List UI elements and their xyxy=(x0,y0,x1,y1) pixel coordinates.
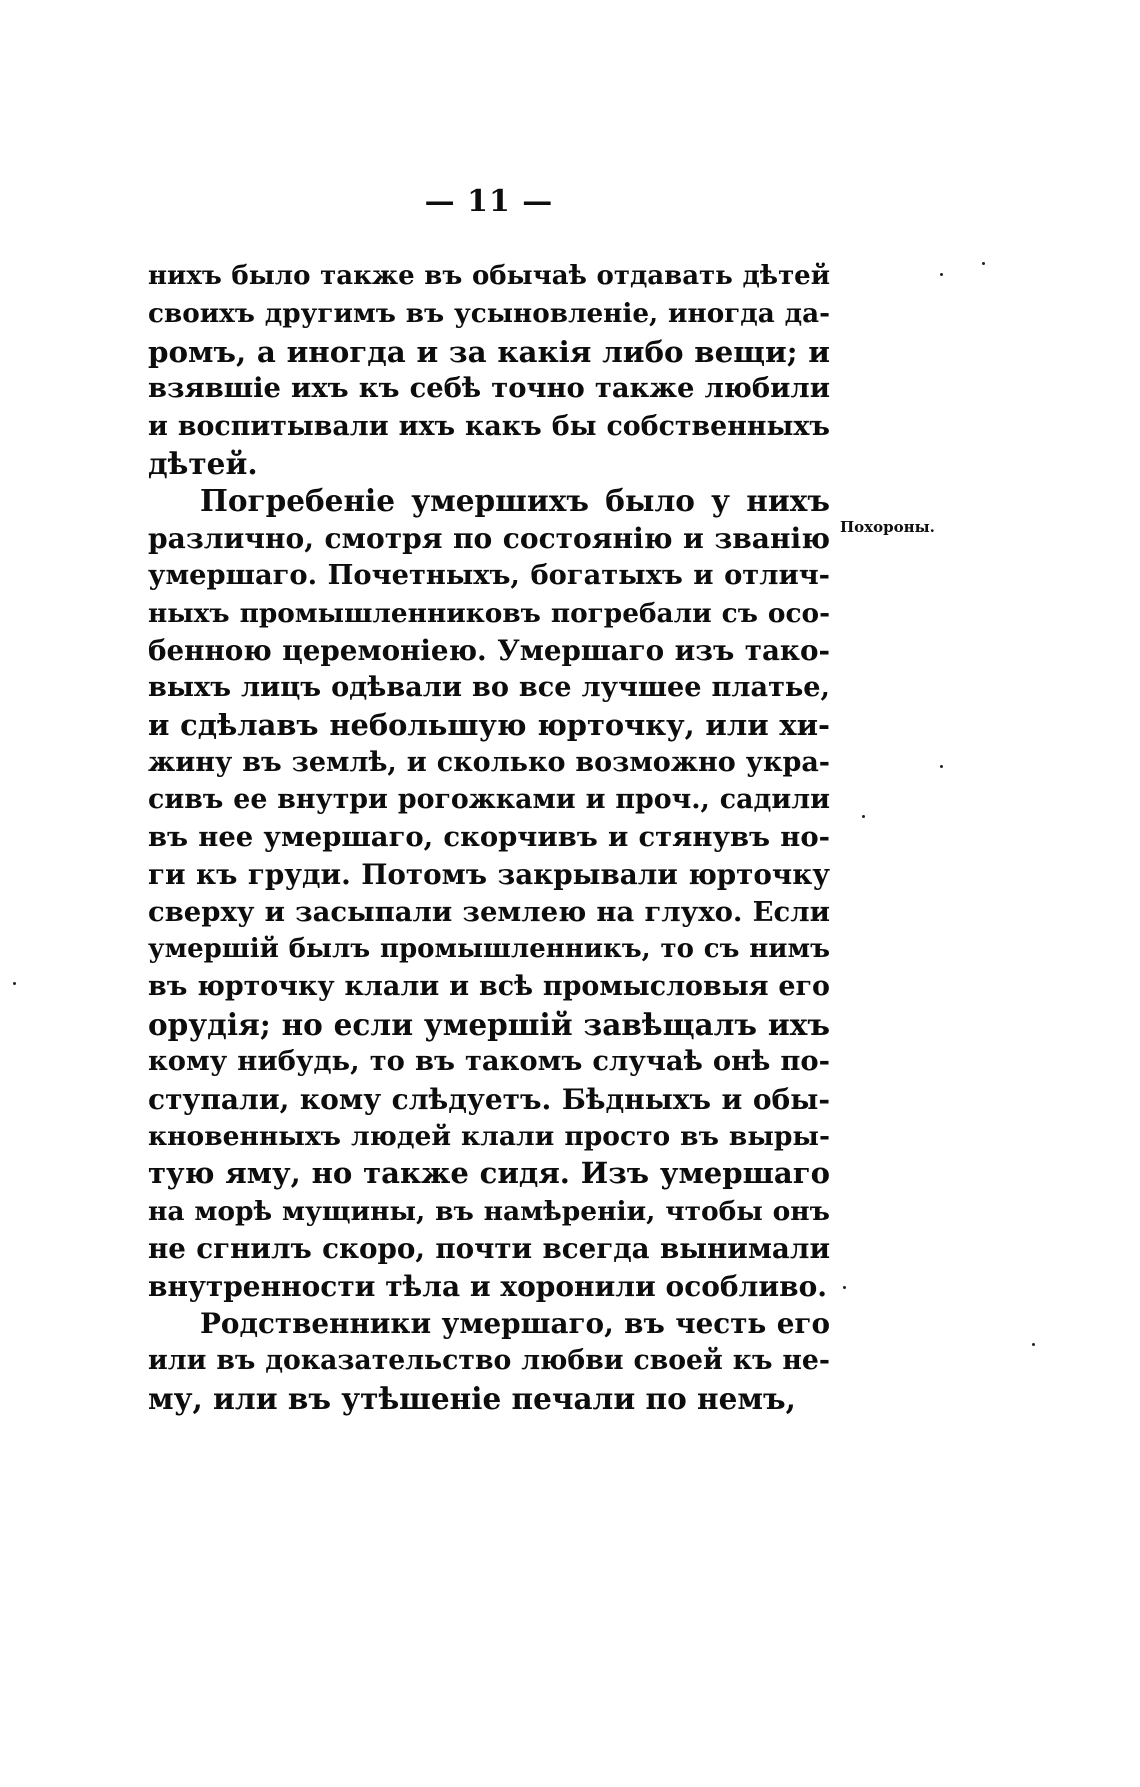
text-line: и воспитывали ихъ какъ бы собственныхъ xyxy=(148,410,830,442)
text-line: сивъ ее внутри рогожками и проч., садили xyxy=(148,784,830,816)
text-line: дѣтей. xyxy=(148,445,258,481)
text-line: на морѣ мущины, въ намѣреніи, чтобы онъ xyxy=(148,1195,830,1227)
text-line: му, или въ утѣшеніе печали по немъ, xyxy=(148,1380,796,1416)
scan-speck xyxy=(982,262,985,265)
text-line: нихъ было также въ обычаѣ отдавать дѣтей xyxy=(148,261,830,291)
text-line: своихъ другимъ въ усыновленіе, иногда да- xyxy=(148,298,830,330)
scan-speck xyxy=(843,1286,846,1289)
text-line: ги къ груди. Потомъ закрывали юрточку xyxy=(148,858,830,892)
text-line: взявшіе ихъ къ себѣ точно также любили xyxy=(148,372,830,405)
text-line: не сгнилъ скоро, почти всегда вынимали xyxy=(148,1232,830,1266)
text-line: орудія; но если умершій завѣщалъ ихъ xyxy=(148,1006,830,1042)
marginal-note: Похороны. xyxy=(840,518,935,536)
scan-speck xyxy=(1032,1343,1035,1346)
scan-speck xyxy=(940,765,943,768)
text-line: умершій былъ промышленникъ, то съ нимъ xyxy=(148,934,830,965)
text-line: Погребеніе умершихъ было у нихъ xyxy=(200,483,830,519)
text-line: кновенныхъ людей клали просто въ выры- xyxy=(148,1120,830,1152)
text-line: и сдѣлавъ небольшую юрточку, или хи- xyxy=(148,707,830,742)
text-line: въ юрточку клали и всѣ промысловыя его xyxy=(148,971,830,1003)
body-text xyxy=(148,258,830,1417)
scan-speck xyxy=(940,273,943,276)
scan-speck xyxy=(13,982,16,985)
text-line: умершаго. Почетныхъ, богатыхъ и отлич- xyxy=(148,559,830,592)
text-line: ступали, кому слѣдуетъ. Бѣдныхъ и обы- xyxy=(148,1082,830,1116)
text-line: жину въ землѣ, и сколько возможно укра- xyxy=(148,747,830,779)
text-line: внутренности тѣла и хоронили особливо. xyxy=(148,1269,827,1303)
text-line: различно, смотря по состоянію и званію xyxy=(148,521,830,555)
text-line: выхъ лицъ одѣвали во все лучшее платье, xyxy=(148,672,830,704)
text-line: бенною церемоніею. Умершаго изъ тако- xyxy=(148,633,830,667)
text-line: сверху и засыпали землею на глухо. Если xyxy=(148,895,830,928)
text-line: ныхъ промышленниковъ погребали съ осо- xyxy=(148,597,830,629)
text-line: ромъ, а иногда и за какія либо вещи; и xyxy=(148,333,830,369)
text-line: кому нибудь, то въ такомъ случаѣ онѣ по- xyxy=(148,1045,830,1078)
text-line: тую яму, но также сидя. Изъ умершаго xyxy=(148,1156,830,1191)
text-line: Родственники умершаго, въ честь его xyxy=(200,1306,830,1340)
text-line: въ нее умершаго, скорчивъ и стянувъ но- xyxy=(148,820,830,853)
text-line: или въ доказательство любви своей къ не- xyxy=(148,1345,830,1377)
scan-speck xyxy=(862,815,865,818)
page-number: — 11 — xyxy=(424,184,554,219)
